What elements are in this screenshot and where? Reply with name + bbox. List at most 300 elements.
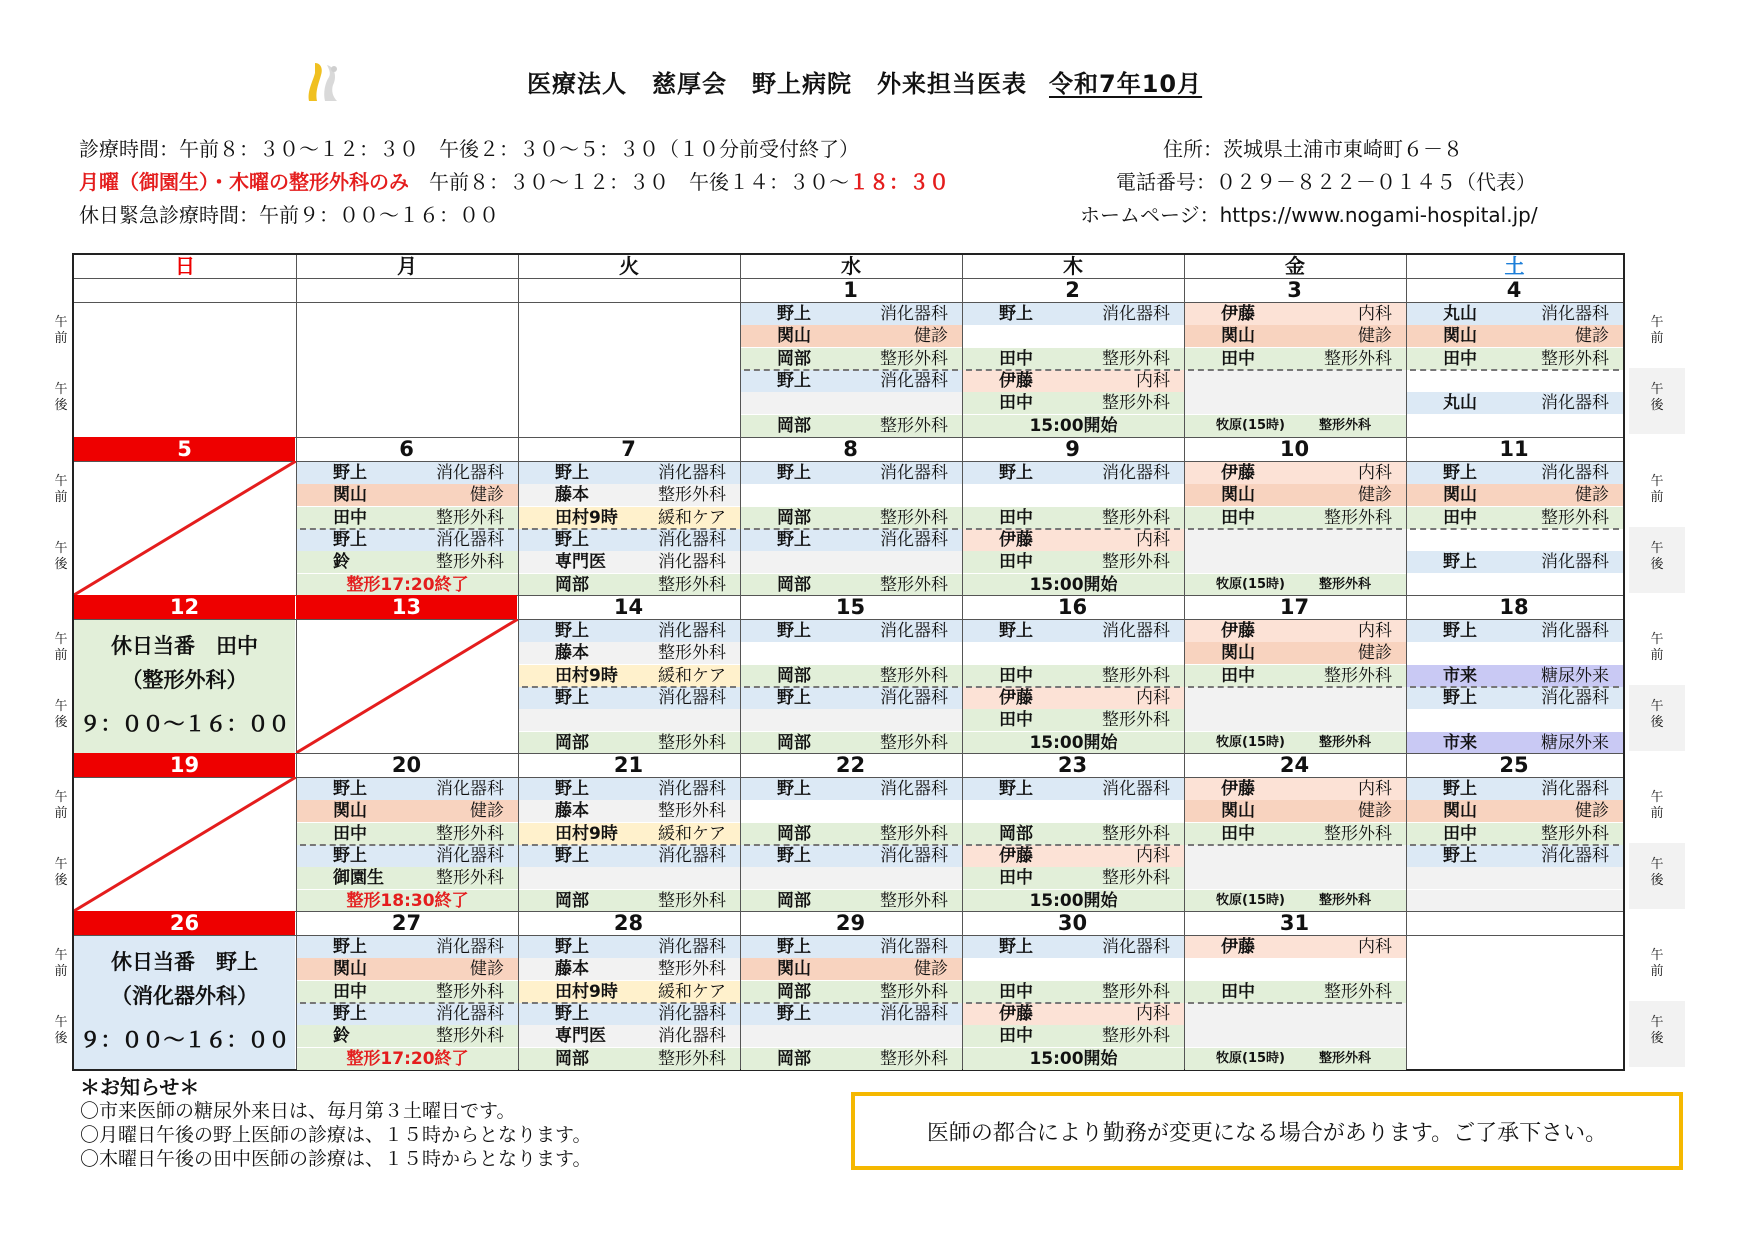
doctor-slot xyxy=(1185,981,1406,1003)
doctor-slot xyxy=(519,778,740,800)
department: 緩和ケア xyxy=(658,823,726,844)
department: 消化器科 xyxy=(880,304,948,324)
holiday-duty-line: 休日当番 野上 xyxy=(111,950,258,974)
doctor-name: 市来 xyxy=(1443,732,1477,753)
day-number: 21 xyxy=(613,753,644,777)
page-title: 医療法人 慈厚会 野上病院 外来担当医表 令和7年10月 xyxy=(527,70,1203,98)
doctor-slot xyxy=(963,507,1184,529)
doctor-name: 伊藤 xyxy=(1221,621,1255,641)
doctor-slot xyxy=(519,507,740,529)
department: 消化器科 xyxy=(658,552,726,573)
doctor-slot xyxy=(1185,778,1406,800)
department: 整形外科 xyxy=(1324,348,1392,369)
weekday-header: 金 xyxy=(1285,254,1305,278)
department: 整形外科 xyxy=(1102,393,1170,414)
day-number: 4 xyxy=(1506,278,1522,302)
side-label: 午 後 xyxy=(1629,1001,1685,1067)
doctor-name: 岡部 xyxy=(777,574,811,595)
doctor-slot xyxy=(297,551,518,573)
side-label: 午 前 xyxy=(1629,776,1685,842)
doctor-slot xyxy=(1185,709,1406,731)
doctor-name: 野上 xyxy=(999,463,1033,483)
department: 消化器科 xyxy=(1541,687,1609,708)
doctor-name: 田中 xyxy=(1221,507,1255,528)
department: 消化器科 xyxy=(658,463,726,483)
address-text: 住所：茨城県土浦市東崎町６－８ xyxy=(1163,137,1463,161)
doctor-name: 野上 xyxy=(1443,552,1477,573)
department: 消化器科 xyxy=(1102,779,1170,799)
doctor-name: 伊藤 xyxy=(1221,937,1255,957)
am-pm-divider xyxy=(966,369,1180,371)
doctor-slot xyxy=(1407,687,1623,709)
hours-text: 診療時間：午前８：３０～１２：３０ 午後２：３０～５：３０（１０分前受付終了） xyxy=(79,137,859,161)
department: 整形外科 xyxy=(880,348,948,369)
doctor-slot xyxy=(963,867,1184,889)
doctor-name: 田中 xyxy=(1221,348,1255,369)
doctor-slot xyxy=(1185,529,1406,551)
side-label: 午 後 xyxy=(54,1015,68,1046)
department: 整形外科 xyxy=(1102,868,1170,889)
department: 消化器科 xyxy=(436,845,504,866)
side-label: 午 後 xyxy=(54,382,68,413)
doctor-slot xyxy=(1407,325,1623,347)
side-label: 午 後 xyxy=(1629,843,1685,909)
department: 消化器科 xyxy=(1541,463,1609,483)
doctor-name: 野上 xyxy=(999,304,1033,324)
doctor-slot xyxy=(741,574,962,596)
holiday-duty-line: （消化器外科） xyxy=(111,984,258,1008)
day-number: 13 xyxy=(296,595,517,619)
weekday-header: 木 xyxy=(1063,254,1083,278)
department: 整形外科 xyxy=(1102,823,1170,844)
side-label: 午 前 xyxy=(1629,301,1685,367)
doctor-name: 岡部 xyxy=(777,415,811,436)
am-pm-divider xyxy=(300,528,514,530)
doctor-name: 田中 xyxy=(1443,823,1477,844)
doctor-slot xyxy=(963,665,1184,687)
hospital-logo xyxy=(307,61,345,103)
doctor-slot xyxy=(963,778,1184,800)
doctor-slot xyxy=(963,620,1184,642)
department: 整形外科 xyxy=(436,868,504,889)
doctor-name: 野上 xyxy=(333,1003,367,1024)
doctor-slot xyxy=(963,687,1184,709)
doctor-slot xyxy=(1407,484,1623,506)
doctor-name: 野上 xyxy=(777,463,811,483)
doctor-slot xyxy=(741,415,962,437)
department: 内科 xyxy=(1358,621,1392,641)
doctor-name: 野上 xyxy=(333,529,367,550)
doctor-name: 野上 xyxy=(777,529,811,550)
doctor-name: 田中 xyxy=(999,393,1033,414)
department: 内科 xyxy=(1358,304,1392,324)
doctor-slot xyxy=(519,551,740,573)
department: 健診 xyxy=(470,959,504,980)
doctor-name: 田中 xyxy=(999,710,1033,731)
doctor-name: 岡部 xyxy=(777,732,811,753)
day-number: 10 xyxy=(1279,437,1310,461)
weekday-header: 土 xyxy=(1504,254,1525,278)
doctor-slot xyxy=(519,687,740,709)
am-pm-divider xyxy=(744,528,958,530)
doctor-slot xyxy=(519,732,740,754)
doctor-slot xyxy=(741,507,962,529)
doctor-name: 岡部 xyxy=(555,574,589,595)
closed-day-mark xyxy=(296,619,518,753)
doctor-name: 野上 xyxy=(555,621,589,641)
time-note: 15:00開始 xyxy=(963,574,1184,596)
weekday-header: 火 xyxy=(619,254,639,278)
doctor-slot xyxy=(297,867,518,889)
doctor-name: 田中 xyxy=(999,552,1033,573)
holiday-duty-line: ９：００～１６：００ xyxy=(79,712,290,736)
doctor-slot xyxy=(1407,845,1623,867)
doctor-slot xyxy=(963,1025,1184,1047)
day-number: 31 xyxy=(1279,911,1310,935)
doctor-slot xyxy=(297,823,518,845)
doctor-name: 伊藤 xyxy=(1221,779,1255,799)
department: 整形外科 xyxy=(880,574,948,595)
doctor-name: 田中 xyxy=(1443,348,1477,369)
homepage-link[interactable]: ホームページ：https://www.nogami-hospital.jp/ xyxy=(1080,203,1538,227)
department: 消化器科 xyxy=(880,529,948,550)
doctor-name: 岡部 xyxy=(777,348,811,369)
doctor-slot xyxy=(963,348,1184,370)
department: 消化器科 xyxy=(658,937,726,957)
day-number: 19 xyxy=(74,753,295,777)
doctor-slot xyxy=(1185,1003,1406,1025)
doctor-slot xyxy=(963,1003,1184,1025)
side-label: 午 後 xyxy=(1629,368,1685,434)
doctor-slot xyxy=(1185,484,1406,506)
doctor-slot xyxy=(963,325,1184,347)
am-pm-divider xyxy=(522,844,736,846)
doctor-name: 藤本 xyxy=(555,959,589,980)
doctor-name: 丸山 xyxy=(1443,393,1477,414)
doctor-slot xyxy=(519,823,740,845)
am-pm-divider xyxy=(1410,686,1619,688)
doctor-name: 岡部 xyxy=(555,1048,589,1069)
time-note: 15:00開始 xyxy=(963,415,1184,437)
doctor-name: 田中 xyxy=(333,507,367,528)
notice-list xyxy=(80,1075,591,1171)
department: 消化器科 xyxy=(1102,621,1170,641)
department: 整形外科 xyxy=(658,959,726,980)
am-pm-divider xyxy=(744,369,958,371)
doctor-slot xyxy=(963,462,1184,484)
doctor-name: 田中 xyxy=(1221,823,1255,844)
doctor-name: 関山 xyxy=(1221,801,1255,822)
doctor-name: 関山 xyxy=(777,959,811,980)
doctor-name: 野上 xyxy=(333,845,367,866)
day-number: 8 xyxy=(843,437,858,461)
time-note: 整形17:20終了 xyxy=(297,574,518,596)
department: 整形外科 xyxy=(436,823,504,844)
department: 整形外科 xyxy=(1318,892,1371,908)
department: 緩和ケア xyxy=(658,507,726,528)
doctor-name: 野上 xyxy=(1443,845,1477,866)
department: 整形外科 xyxy=(1324,507,1392,528)
am-pm-divider xyxy=(966,844,1180,846)
doctor-name: 岡部 xyxy=(777,981,811,1002)
department: 整形外科 xyxy=(1541,348,1609,369)
day-number: 22 xyxy=(835,753,866,777)
doctor-slot xyxy=(1185,665,1406,687)
doctor-slot xyxy=(1407,574,1623,596)
department: 消化器科 xyxy=(1102,937,1170,957)
doctor-slot xyxy=(963,800,1184,822)
side-label: 午 前 xyxy=(54,790,68,821)
doctor-name: 野上 xyxy=(1443,621,1477,641)
notice-item: 〇月曜日午後の野上医師の診療は、１５時からとなります。 xyxy=(80,1124,592,1146)
doctor-name: 関山 xyxy=(777,326,811,347)
doctor-name: 牧原(15時) xyxy=(1216,734,1285,750)
doctor-name: 田中 xyxy=(1221,981,1255,1002)
doctor-slot xyxy=(1185,642,1406,664)
doctor-slot xyxy=(1407,462,1623,484)
doctor-name: 関山 xyxy=(333,801,367,822)
side-label: 午 前 xyxy=(54,948,68,979)
doctor-name: 丸山 xyxy=(1443,304,1477,324)
doctor-name: 専門医 xyxy=(555,552,606,573)
holiday-hours-text: 休日緊急診療時間：午前９：００～１６：００ xyxy=(79,203,499,227)
doctor-slot xyxy=(1407,867,1623,889)
doctor-slot xyxy=(1407,507,1623,529)
doctor-slot xyxy=(1185,551,1406,573)
department: 健診 xyxy=(1358,801,1392,822)
notice-box-text: 医師の都合により勤務が変更になる場合があります。ご了承下さい。 xyxy=(926,1120,1608,1146)
am-pm-divider xyxy=(522,686,736,688)
doctor-slot xyxy=(1407,890,1623,912)
doctor-slot xyxy=(1407,642,1623,664)
department: 消化器科 xyxy=(658,1026,726,1047)
side-label: 午 前 xyxy=(54,632,68,663)
am-pm-divider xyxy=(744,1002,958,1004)
day-number: 5 xyxy=(74,437,295,461)
doctor-slot xyxy=(963,709,1184,731)
doctor-slot xyxy=(1185,620,1406,642)
doctor-name: 野上 xyxy=(1443,463,1477,483)
day-number: 30 xyxy=(1057,911,1088,935)
department: 消化器科 xyxy=(880,370,948,391)
doctor-slot xyxy=(741,890,962,912)
department: 整形外科 xyxy=(1318,417,1371,433)
doctor-name: 野上 xyxy=(333,779,367,799)
side-label: 午 後 xyxy=(54,699,68,730)
doctor-slot xyxy=(963,392,1184,414)
doctor-slot xyxy=(741,462,962,484)
day-number xyxy=(74,278,295,302)
department: 消化器科 xyxy=(880,687,948,708)
doctor-slot xyxy=(519,484,740,506)
time-note: 15:00開始 xyxy=(963,732,1184,754)
doctor-slot xyxy=(297,778,518,800)
doctor-slot xyxy=(741,370,962,392)
doctor-name: 田中 xyxy=(999,665,1033,686)
department: 整形外科 xyxy=(658,1048,726,1069)
am-pm-divider xyxy=(966,1002,1180,1004)
doctor-name: 野上 xyxy=(555,779,589,799)
doctor-name: 野上 xyxy=(999,937,1033,957)
department: 整形外科 xyxy=(658,643,726,664)
department: 内科 xyxy=(1136,1003,1170,1024)
department: 内科 xyxy=(1136,845,1170,866)
day-number: 9 xyxy=(1065,437,1080,461)
department: 整形外科 xyxy=(658,574,726,595)
doctor-name: 野上 xyxy=(777,1003,811,1024)
department: 消化器科 xyxy=(436,937,504,957)
doctor-slot xyxy=(1185,936,1406,958)
doctor-slot xyxy=(1407,620,1623,642)
department: 整形外科 xyxy=(658,732,726,753)
doctor-slot xyxy=(1407,800,1623,822)
doctor-name: 牧原(15時) xyxy=(1216,892,1285,908)
doctor-name: 田村9時 xyxy=(555,507,618,528)
department: 内科 xyxy=(1136,370,1170,391)
doctor-name: 関山 xyxy=(1443,485,1477,506)
department: 内科 xyxy=(1136,529,1170,550)
doctor-slot xyxy=(1407,370,1623,392)
doctor-name: 藤本 xyxy=(555,485,589,506)
department: 消化器科 xyxy=(658,529,726,550)
doctor-name: 田村9時 xyxy=(555,823,618,844)
doctor-slot xyxy=(1407,392,1623,414)
doctor-name: 関山 xyxy=(1221,643,1255,664)
holiday-duty-line: 休日当番 田中 xyxy=(111,634,258,658)
department: 整形外科 xyxy=(880,823,948,844)
doctor-slot xyxy=(741,800,962,822)
department: 整形外科 xyxy=(436,1026,504,1047)
doctor-slot xyxy=(741,823,962,845)
doctor-slot xyxy=(519,890,740,912)
doctor-slot xyxy=(963,529,1184,551)
doctor-slot xyxy=(297,1025,518,1047)
doctor-name: 野上 xyxy=(555,529,589,550)
doctor-slot xyxy=(297,936,518,958)
doctor-slot xyxy=(741,981,962,1003)
day-number: 18 xyxy=(1499,595,1529,619)
department: 整形外科 xyxy=(1102,507,1170,528)
time-note: 整形17:20終了 xyxy=(297,1048,518,1070)
am-pm-divider xyxy=(1410,528,1619,530)
doctor-slot xyxy=(1185,732,1406,754)
department: 健診 xyxy=(1575,801,1609,822)
department: 健診 xyxy=(914,959,948,980)
doctor-slot xyxy=(741,529,962,551)
doctor-name: 牧原(15時) xyxy=(1216,1050,1285,1066)
day-number: 6 xyxy=(399,437,414,461)
doctor-slot xyxy=(519,1048,740,1070)
department: 消化器科 xyxy=(880,845,948,866)
department: 整形外科 xyxy=(880,415,948,436)
doctor-slot xyxy=(519,958,740,980)
doctor-name: 田村9時 xyxy=(555,665,618,686)
doctor-name: 伊藤 xyxy=(999,1003,1033,1024)
department: 内科 xyxy=(1358,463,1392,483)
doctor-name: 野上 xyxy=(555,937,589,957)
doctor-name: 野上 xyxy=(333,463,367,483)
doctor-name: 野上 xyxy=(999,621,1033,641)
doctor-slot xyxy=(741,936,962,958)
doctor-slot xyxy=(741,620,962,642)
doctor-name: 藤本 xyxy=(555,801,589,822)
special-hours-text: 月曜（御園生）・木曜の整形外科のみ 午前８：３０～１２：３０ 午後１４：３０～１８：３０ xyxy=(79,170,949,194)
am-pm-divider xyxy=(1188,528,1402,530)
department: 消化器科 xyxy=(1102,304,1170,324)
doctor-name: 伊藤 xyxy=(999,687,1033,708)
department: 消化器科 xyxy=(658,687,726,708)
doctor-slot xyxy=(297,958,518,980)
department: 整形外科 xyxy=(1102,552,1170,573)
doctor-name: 関山 xyxy=(1443,801,1477,822)
doctor-name: 岡部 xyxy=(777,823,811,844)
doctor-name: 野上 xyxy=(777,779,811,799)
doctor-slot xyxy=(519,800,740,822)
doctor-slot xyxy=(1185,1048,1406,1070)
side-label: 午 前 xyxy=(54,315,68,346)
department: 消化器科 xyxy=(880,1003,948,1024)
doctor-name: 伊藤 xyxy=(999,370,1033,391)
doctor-slot xyxy=(519,529,740,551)
doctor-name: 岡部 xyxy=(777,1048,811,1069)
doctor-slot xyxy=(741,1048,962,1070)
day-number: 12 xyxy=(74,595,295,619)
doctor-slot xyxy=(741,732,962,754)
day-number: 23 xyxy=(1057,753,1088,777)
department: 消化器科 xyxy=(658,621,726,641)
department: 内科 xyxy=(1358,779,1392,799)
doctor-slot xyxy=(519,981,740,1003)
notice-heading: ＊お知らせ＊ xyxy=(80,1075,200,1099)
am-pm-divider xyxy=(300,844,514,846)
side-label: 午 後 xyxy=(54,541,68,572)
doctor-slot xyxy=(1185,574,1406,596)
department: 健診 xyxy=(1358,485,1392,506)
day-number: 27 xyxy=(391,911,422,935)
doctor-slot xyxy=(741,1025,962,1047)
department: 整形外科 xyxy=(1324,665,1392,686)
doctor-name: 伊藤 xyxy=(999,529,1033,550)
doctor-slot xyxy=(297,507,518,529)
schedule-calendar xyxy=(72,253,1625,1071)
department: 整形外科 xyxy=(880,981,948,1002)
department: 消化器科 xyxy=(1541,621,1609,641)
department: 消化器科 xyxy=(1102,463,1170,483)
weekday-header: 日 xyxy=(175,254,195,278)
doctor-slot xyxy=(1407,529,1623,551)
doctor-slot xyxy=(963,958,1184,980)
doctor-name: 伊藤 xyxy=(999,845,1033,866)
doctor-slot xyxy=(741,348,962,370)
doctor-slot xyxy=(741,958,962,980)
doctor-slot xyxy=(297,529,518,551)
doctor-name: 田中 xyxy=(999,507,1033,528)
doctor-name: 岡部 xyxy=(999,823,1033,844)
side-label: 午 前 xyxy=(1629,934,1685,1000)
department: 整形外科 xyxy=(880,665,948,686)
doctor-slot xyxy=(963,845,1184,867)
day-number xyxy=(296,278,517,302)
doctor-slot xyxy=(1185,890,1406,912)
doctor-slot xyxy=(519,1025,740,1047)
doctor-name: 田中 xyxy=(1221,665,1255,686)
department: 整形外科 xyxy=(1102,981,1170,1002)
side-label: 午 前 xyxy=(54,474,68,505)
department: 健診 xyxy=(1575,326,1609,347)
doctor-slot xyxy=(519,845,740,867)
department: 消化器科 xyxy=(436,779,504,799)
doctor-slot xyxy=(741,709,962,731)
